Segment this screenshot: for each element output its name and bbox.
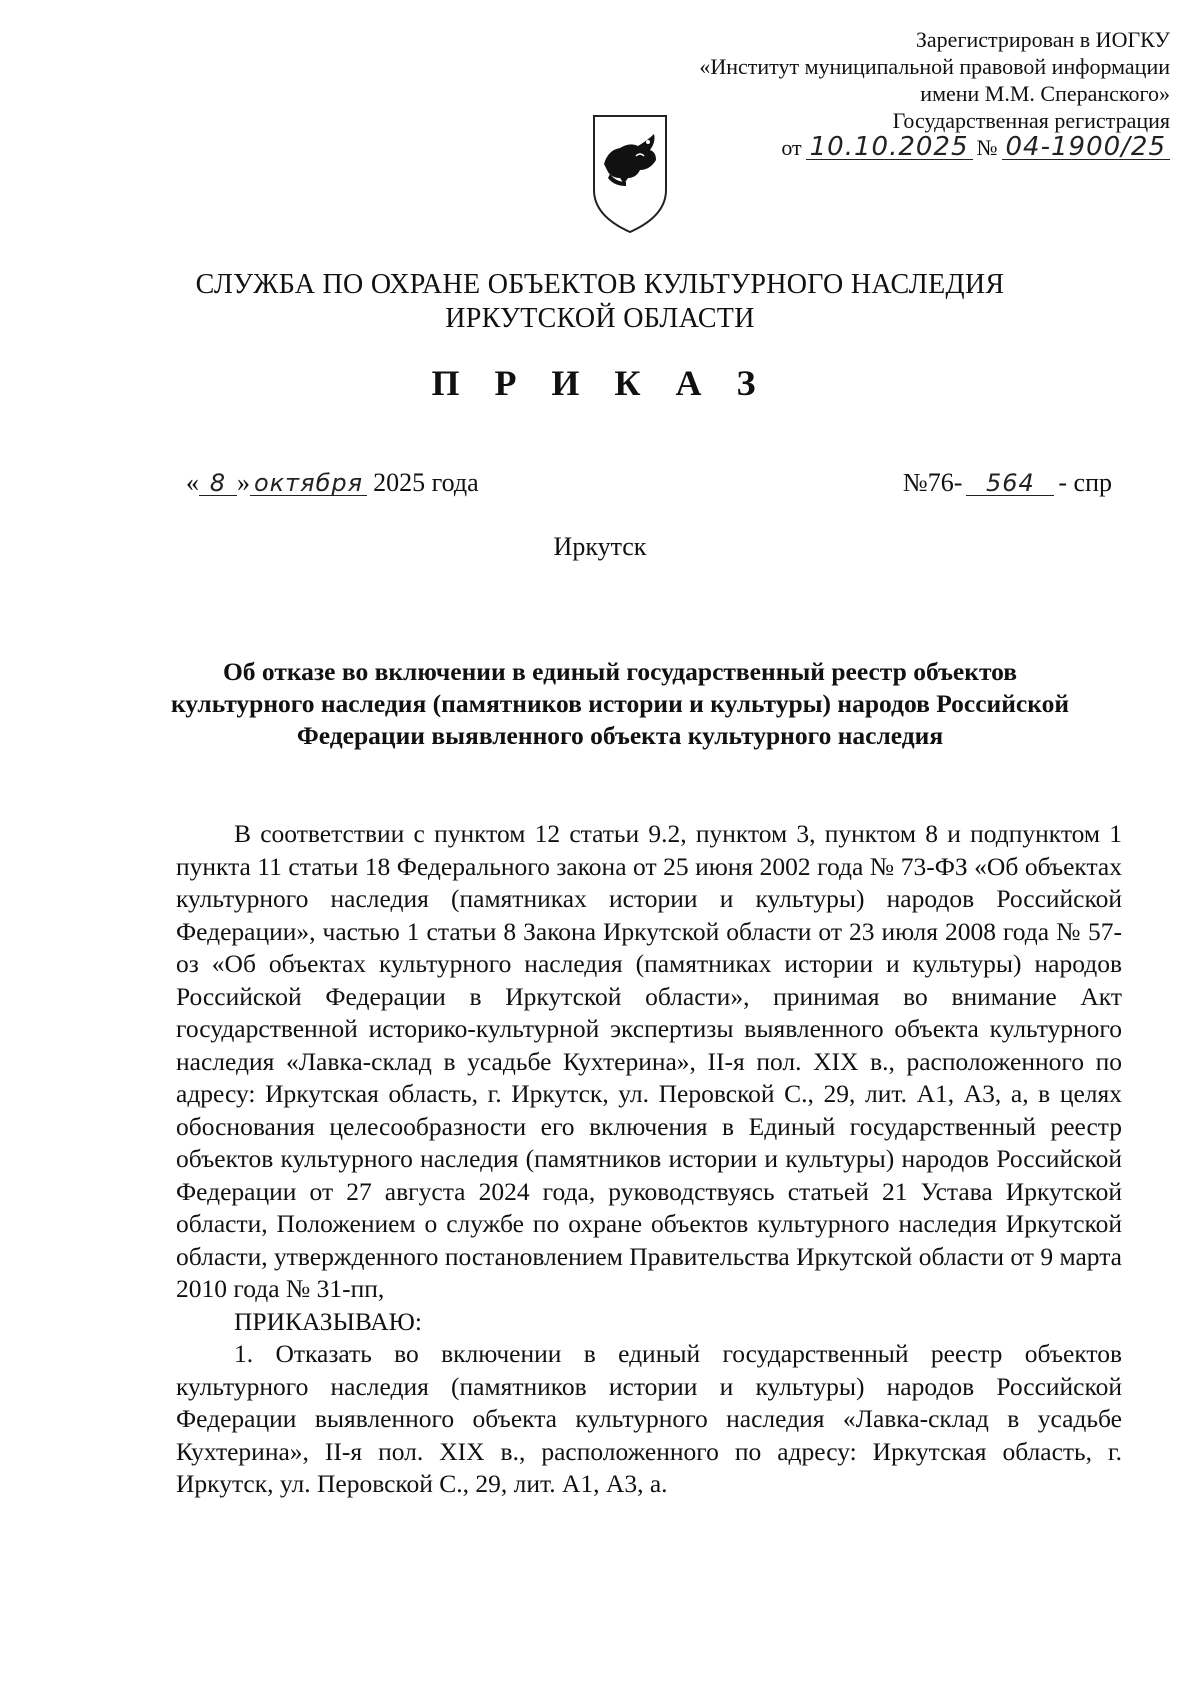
- organization-name-line-1: СЛУЖБА ПО ОХРАНЕ ОБЪЕКТОВ КУЛЬТУРНОГО НАСЛЕДИЯ: [195, 269, 1005, 300]
- registration-line-1: Зарегистрирован в ИОГКУ: [915, 27, 1170, 52]
- date-year: 2025 года: [373, 468, 479, 497]
- city-name: Иркутск: [553, 532, 647, 561]
- irkutsk-coat-of-arms-icon: [590, 112, 670, 236]
- registration-from-label: от: [781, 135, 802, 160]
- number-prefix: №76-: [902, 468, 963, 497]
- registration-date: 10.10.2025: [806, 135, 973, 160]
- registration-number: 04-1900/25: [1002, 135, 1170, 160]
- organization-name-line-2: ИРКУТСКОЙ ОБЛАСТИ: [445, 303, 755, 334]
- order-date: [186, 468, 479, 498]
- registration-line-3: имени М.М. Сперанского»: [920, 81, 1170, 106]
- number-suffix: - спр: [1058, 468, 1112, 497]
- document-body: [176, 818, 1122, 1501]
- registration-number-label: №: [976, 135, 998, 160]
- registration-line-4: Государственная регистрация: [892, 108, 1170, 133]
- order-number: [903, 468, 1112, 498]
- date-month: октября: [250, 471, 367, 496]
- number-handwritten: 564: [966, 471, 1054, 496]
- registration-line-2: «Институт муниципальной правовой информации: [699, 54, 1170, 79]
- body-order-word: ПРИКАЗЫВАЮ:: [234, 1306, 422, 1336]
- body-preamble: В соответствии с пунктом 12 статьи 9.2, пунктом 3, пунктом 8 и подпунктом 1 пункта 11 статьи 18 Федерального закона от 25 июня 2002 года № 73-ФЗ «Об объектах культурного наследия (памятниках истории и культуры) народов Российской Федерации», частью 1 статьи 8 Закона Иркутской области от 23 июля 2008 года № 57-оз «Об объектах культурного наследия (памятниках истории и культуры) народов Российской Федерации в Иркутской области», принимая во внимание Акт государственной историко-культурной экспертизы выявленного объекта культурного наследия «Лавка-склад в усадьбе Кухтерина», II-я пол. XIX в., расположенного по адресу: Иркутская область, г. Иркутск, ул. Перовской С., 29, лит. А1, А3, а, в целях обоснования целесообразности его включения в Единый государственный реестр объектов культурного наследия (памятников истории и культуры) народов Российской Федерации от 27 августа 2024 года, руководствуясь статьей 21 Устава Иркутской области, Положением о службе по охране объектов культурного наследия Иркутской области, утвержденного постановлением Правительства Иркутской области от 9 марта 2010 года № 31-пп,: [176, 819, 1122, 1303]
- date-close-quote: »: [237, 468, 250, 497]
- date-open-quote: «: [186, 468, 199, 497]
- document-type-title: П Р И К А З: [431, 363, 769, 403]
- document-subject: Об отказе во включении в единый государственный реестр объектов культурного наследия (памятников истории и культуры) народов Российской Федерации выявленного объекта культурного наследия: [170, 657, 1070, 750]
- date-day: 8: [199, 471, 237, 496]
- body-item-1: 1. Отказать во включении в единый государственный реестр объектов культурного наследия (памятников истории и культуры) народов Российской Федерации выявленного объекта культурного наследия «Лавка-склад в усадьбе Кухтерина», II-я пол. XIX в., расположенного по адресу: Иркутская область, г. Иркутск, ул. Перовской С., 29, лит. А1, А3, а.: [176, 1339, 1122, 1498]
